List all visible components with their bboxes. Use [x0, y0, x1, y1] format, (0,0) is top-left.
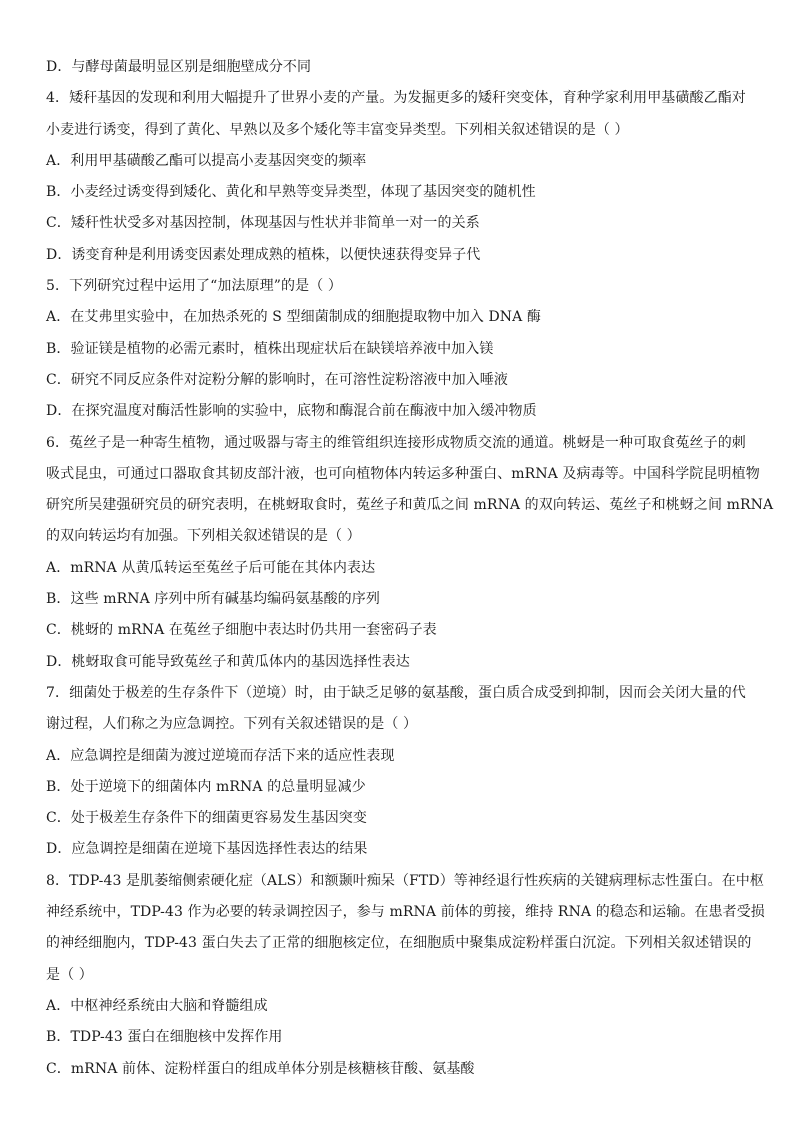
question-7-stem-line-1: 7．细菌处于极差的生存条件下（逆境）时，由于缺乏足够的氨基酸，蛋白质合成受到抑制，因而会关闭大量的代	[46, 684, 746, 701]
option-6b: B．这些 mRNA 序列中所有碱基均编码氨基酸的序列	[46, 591, 380, 608]
question-8-stem-line-1: 8．TDP-43 是肌萎缩侧索硬化症（ALS）和额颞叶痴呆（FTD）等神经退行性疾病的关键病理标志性蛋白。在中枢	[46, 872, 764, 889]
option-5d: D．在探究温度对酶活性影响的实验中，底物和酶混合前在酶液中加入缓冲物质	[46, 403, 537, 420]
question-8-stem-line-2: 神经系统中，TDP-43 作为必要的转录调控因子，参与 mRNA 前体的剪接，维持 RNA 的稳态和运输。在患者受损	[46, 904, 765, 921]
option-6c: C．桃蚜的 mRNA 在菟丝子细胞中表达时仍共用一套密码子表	[46, 622, 437, 639]
option-5a: A．在艾弗里实验中，在加热杀死的 S 型细菌制成的细胞提取物中加入 DNA 酶	[46, 309, 541, 326]
option-8c: C．mRNA 前体、淀粉样蛋白的组成单体分别是核糖核苷酸、氨基酸	[46, 1060, 475, 1077]
option-6d: D．桃蚜取食可能导致菟丝子和黄瓜体内的基因选择性表达	[46, 653, 410, 670]
question-8-stem-line-4: 是（ ）	[46, 966, 93, 983]
option-5c: C．研究不同反应条件对淀粉分解的影响时，在可溶性淀粉溶液中加入唾液	[46, 371, 509, 388]
option-4d: D．诱变育种是利用诱变因素处理成熟的植株，以便快速获得变异子代	[46, 246, 481, 263]
option-7d: D．应急调控是细菌在逆境下基因选择性表达的结果	[46, 841, 368, 858]
option-7b: B．处于逆境下的细菌体内 mRNA 的总量明显减少	[46, 778, 366, 795]
option-4b: B．小麦经过诱变得到矮化、黄化和早熟等变异类型，体现了基因突变的随机性	[46, 184, 536, 201]
question-4-stem-line-1: 4．矮秆基因的发现和利用大幅提升了世界小麦的产量。为发掘更多的矮秆突变体，育种学家利用甲基磺酸乙酯对	[46, 90, 746, 107]
question-7-stem-line-2: 谢过程，人们称之为应急调控。下列有关叙述错误的是（ ）	[46, 716, 418, 733]
option-5b: B．验证镁是植物的必需元素时，植株出现症状后在缺镁培养液中加入镁	[46, 340, 494, 357]
question-5-stem: 5．下列研究过程中运用了“加法原理”的是（ ）	[46, 278, 342, 295]
question-8-stem-line-3: 的神经细胞内，TDP-43 蛋白失去了正常的细胞核定位，在细胞质中聚集成淀粉样蛋白沉淀。下列相关叙述错误的	[46, 935, 752, 952]
option-7a: A．应急调控是细菌为渡过逆境而存活下来的适应性表现	[46, 747, 395, 764]
question-6-stem-line-1: 6．菟丝子是一种寄生植物，通过吸器与寄主的维管组织连接形成物质交流的通道。桃蚜是一种可取食菟丝子的刺	[46, 434, 746, 451]
option-4c: C．矮秆性状受多对基因控制，体现基因与性状并非简单一对一的关系	[46, 215, 480, 232]
question-4-stem-line-2: 小麦进行诱变，得到了黄化、早熟以及多个矮化等丰富变异类型。下列相关叙述错误的是（ ）	[46, 121, 629, 138]
option-6a: A．mRNA 从黄瓜转运至菟丝子后可能在其体内表达	[46, 559, 376, 576]
option-3d: D．与酵母菌最明显区别是细胞壁成分不同	[46, 59, 312, 75]
exam-page	[46, 52, 774, 1085]
option-8a: A．中枢神经系统由大脑和脊髓组成	[46, 997, 268, 1014]
option-4a: A．利用甲基磺酸乙酯可以提高小麦基因突变的频率	[46, 152, 367, 169]
option-8b: B．TDP-43 蛋白在细胞核中发挥作用	[46, 1029, 283, 1046]
question-6-stem-line-3: 研究所吴建强研究员的研究表明，在桃蚜取食时，菟丝子和黄瓜之间 mRNA 的双向转运、菟丝子和桃蚜之间 mRNA	[46, 497, 774, 514]
question-6-stem-line-4: 的双向转运均有加强。下列相关叙述错误的是（ ）	[46, 528, 361, 545]
option-7c: C．处于极差生存条件下的细菌更容易发生基因突变	[46, 810, 368, 827]
question-6-stem-line-2: 吸式昆虫，可通过口器取食其韧皮部汁液，也可向植物体内转运多种蛋白、mRNA 及病毒等。中国科学院昆明植物	[46, 465, 760, 482]
